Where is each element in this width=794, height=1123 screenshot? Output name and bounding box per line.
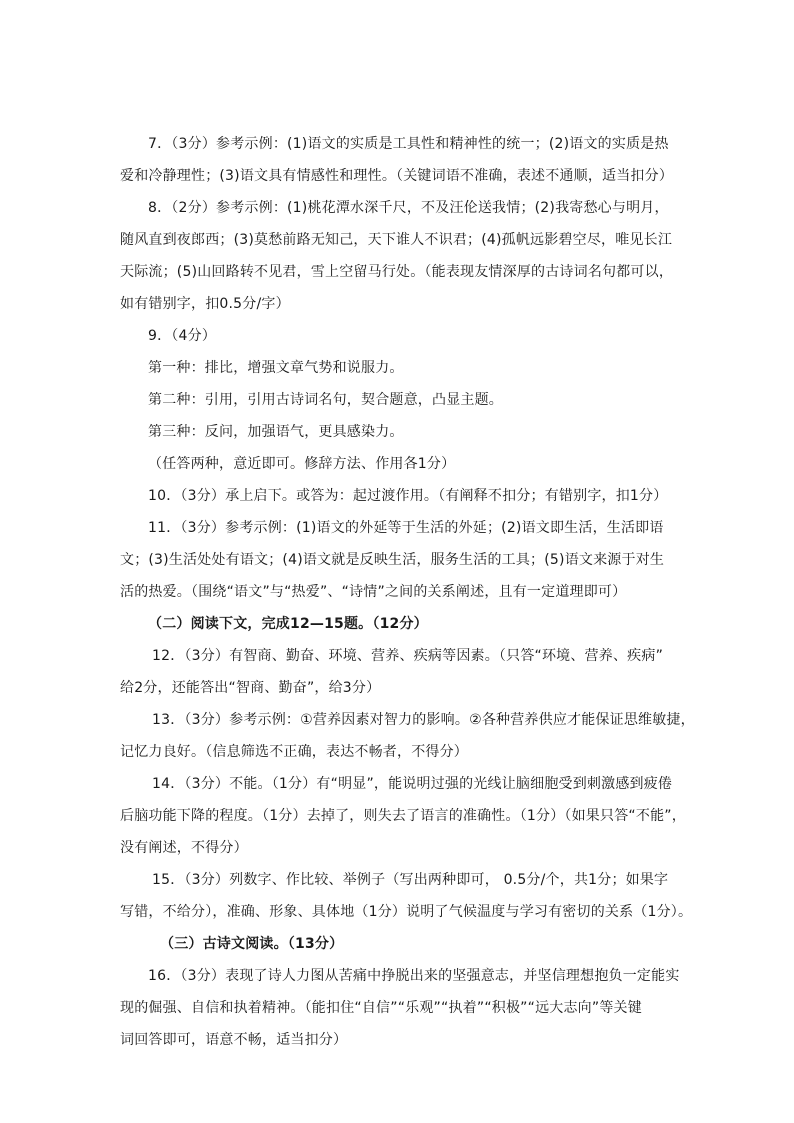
answer-11-line-1: 11．（3分）参考示例：(1)语文的外延等于生活的外延；(2)语文即生活，生活即语 — [148, 520, 664, 536]
answer-9-heading: 9．（4分） — [148, 328, 217, 344]
answer-8-line-1: 8．（2分）参考示例：(1)桃花潭水深千尺，不及汪伦送我情；(2)我寄愁心与明月， — [148, 200, 669, 216]
answer-11-line-3: 活的热爱。（围绕“语文”与“热爱”、“诗情”之间的关系阐述，且有一定道理即可） — [120, 584, 627, 600]
answer-7-line-2: 爱和冷静理性；(3)语文具有情感性和理性。（关键词语不准确，表述不通顺，适当扣分） — [120, 168, 674, 184]
answer-9-note: （任答两种，意近即可。修辞方法、作用各1分） — [148, 456, 456, 472]
answer-16-line-1: 16．（3分）表现了诗人力图从苦痛中挣脱出来的坚强意志，并坚信理想抱负一定能实 — [148, 968, 680, 984]
answer-14-line-2: 后脑功能下降的程度。（1分）去掉了，则失去了语言的准确性。（1分）（如果只答“不能”， — [120, 808, 686, 824]
answer-16-line-2: 现的倔强、自信和执着精神。（能扣住“自信”“乐观”“执着”“积极”“远大志向”等关键 — [120, 1000, 642, 1016]
answer-9-option-1: 第一种：排比，增强文章气势和说服力。 — [148, 360, 404, 376]
answer-8-line-3: 天际流；(5)山回路转不见君，雪上空留马行处。（能表现友情深厚的古诗词名句都可以， — [120, 264, 674, 280]
answer-8-line-4: 如有错别字，扣0.5分/字） — [120, 296, 290, 312]
answer-15-line-2: 写错，不给分），准确、形象、具体地（1分）说明了气候温度与学习有密切的关系（1分）。 — [120, 904, 693, 920]
answer-13-line-2: 记忆力良好。（信息筛选不正确，表达不畅者，不得分） — [120, 744, 468, 760]
answer-12-line-1: 12．（3分）有智商、勤奋、环境、营养、疾病等因素。（只答“环境、营养、疾病” — [152, 648, 664, 664]
answer-15-line-1: 15．（3分）列数字、作比较、举例子（写出两种即可， 0.5分/个，共1分；如果字 — [152, 872, 669, 888]
section-3-heading: （三）古诗文阅读。（13分） — [160, 936, 344, 952]
answer-14-line-3: 没有阐述，不得分） — [120, 840, 248, 856]
answer-9-option-2: 第二种：引用，引用古诗词名句，契合题意，凸显主题。 — [148, 392, 503, 408]
answer-8-line-2: 随风直到夜郎西；(3)莫愁前路无知己，天下谁人不识君；(4)孤帆远影碧空尽，唯见长江 — [120, 232, 673, 248]
answer-7-line-1: 7．（3分）参考示例：(1)语文的实质是工具性和精神性的统一；(2)语文的实质是热 — [148, 136, 669, 152]
answer-14-line-1: 14．（3分）不能。（1分）有“明显”，能说明过强的光线让脑细胞受到刺激感到疲倦 — [152, 776, 673, 792]
answer-12-line-2: 给2分，还能答出“智商、勤奋”，给3分） — [120, 680, 381, 696]
answer-16-line-3: 词回答即可，语意不畅，适当扣分） — [120, 1032, 348, 1048]
answer-13-line-1: 13．（3分）参考示例：①营养因素对智力的影响。②各种营养供应才能保证思维敏捷， — [152, 712, 695, 728]
answer-10: 10．（3分）承上启下。或答为：起过渡作用。（有阐释不扣分；有错别字，扣1分） — [148, 488, 668, 504]
answer-11-line-2: 文；(3)生活处处有语文；(4)语文就是反映生活，服务生活的工具；(5)语文来源于对生 — [120, 552, 665, 568]
answer-9-option-3: 第三种：反问，加强语气，更具感染力。 — [148, 424, 404, 440]
section-2-heading: （二）阅读下文，完成12—15题。（12分） — [148, 616, 428, 632]
